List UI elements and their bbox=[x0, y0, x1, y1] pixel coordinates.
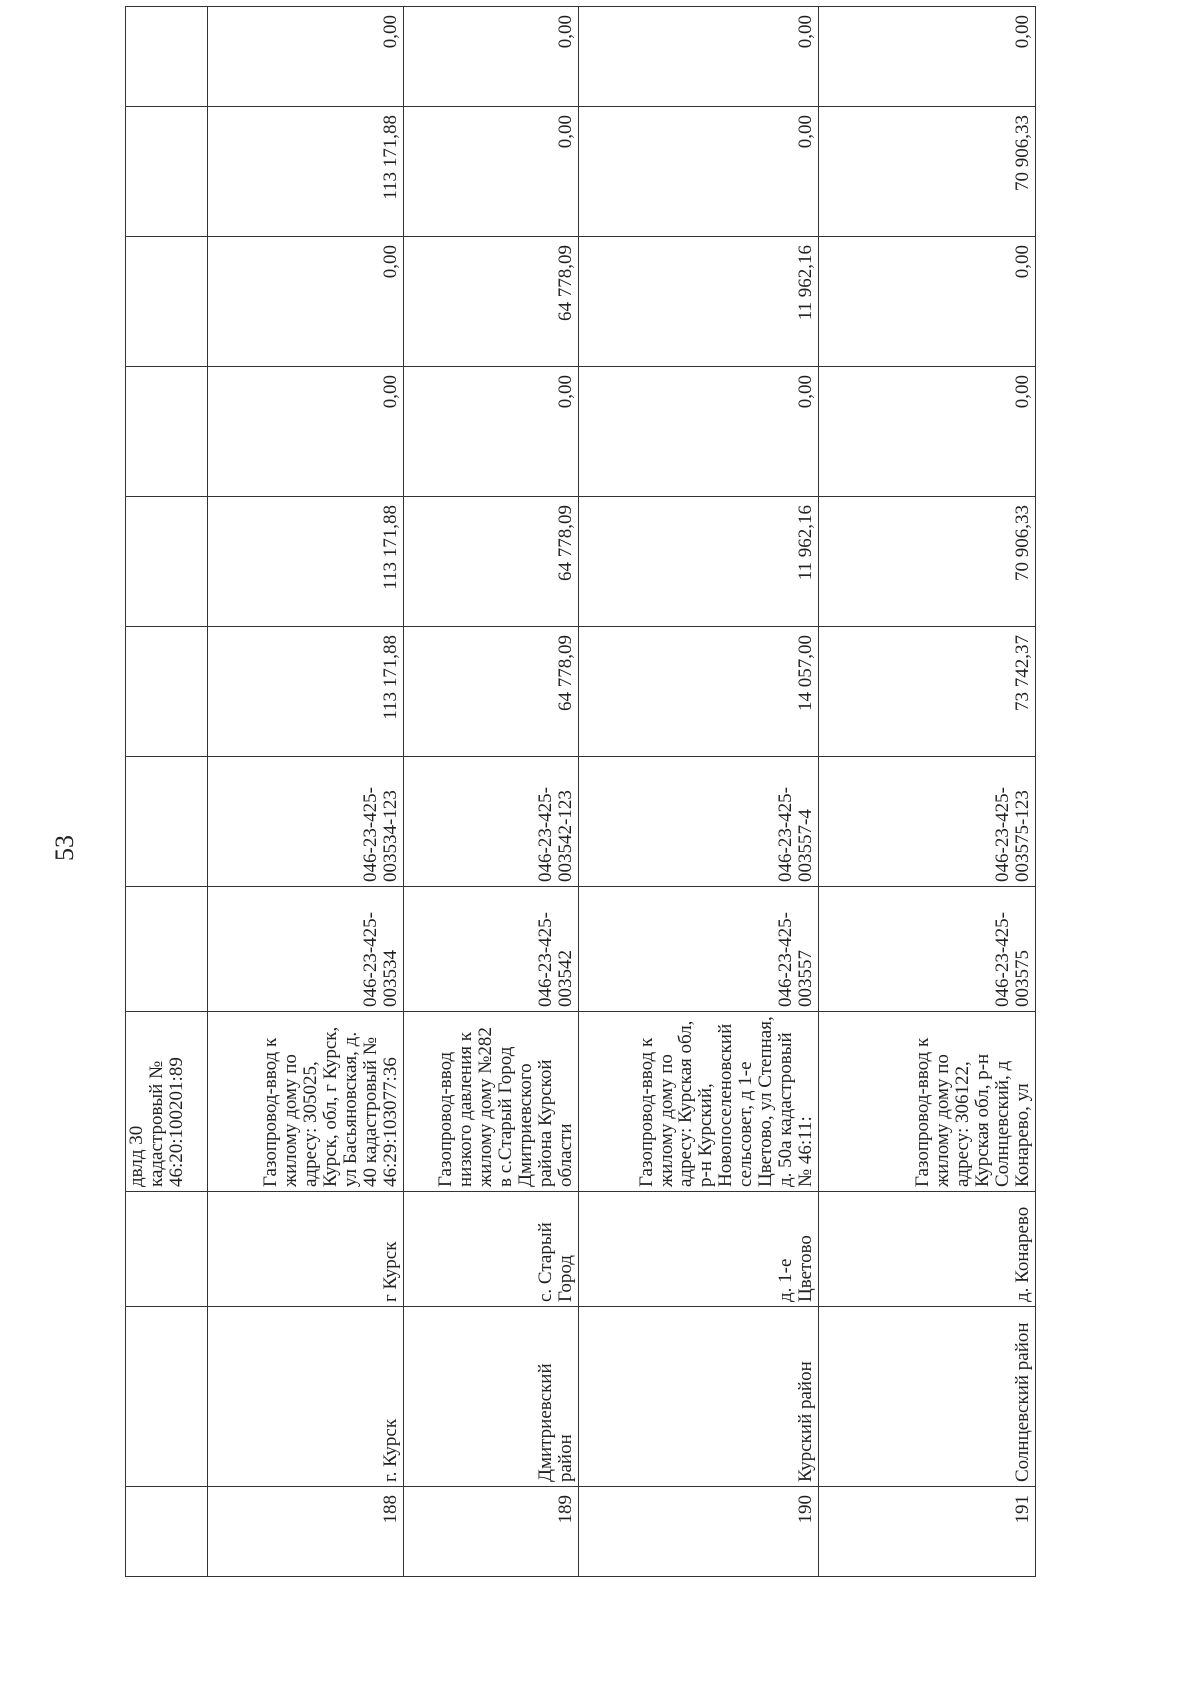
district-cell: Дмитриевский район bbox=[404, 1307, 579, 1487]
amount-cell: 0,00 bbox=[208, 367, 404, 497]
amount-cell: 0,00 bbox=[404, 367, 579, 497]
act-number-cell: 046-23-425-003534-123 bbox=[208, 757, 404, 887]
table-row bbox=[126, 7, 208, 1577]
amount-cell: 0,00 bbox=[404, 7, 579, 107]
amount-total-cell: 14 057,00 bbox=[579, 627, 819, 757]
description-cell: Газопровод-ввод к жилому дому по адресу: 306122, Курская обл, р-н Солнцевский, д Конарево, ул bbox=[819, 1012, 1036, 1192]
row-number-cell: 191 bbox=[819, 1487, 1036, 1577]
amount-cell: 0,00 bbox=[579, 7, 819, 107]
district-cell: Курский район bbox=[579, 1307, 819, 1487]
amount-cell: 0,00 bbox=[579, 107, 819, 237]
contract-number-cell: 046-23-425-003575 bbox=[819, 887, 1036, 1012]
amount-total-cell: 73 742,37 bbox=[819, 627, 1036, 757]
row-number-cell: 189 bbox=[404, 1487, 579, 1577]
row-number-cell: 190 bbox=[579, 1487, 819, 1577]
locality-cell: д. Конарево bbox=[819, 1192, 1036, 1307]
register-table-grid bbox=[125, 6, 1036, 1577]
amount-cell: 113 171,88 bbox=[208, 107, 404, 237]
amount-paid-cell: 70 906,33 bbox=[819, 497, 1036, 627]
amount-cell: 0,00 bbox=[208, 237, 404, 367]
contract-number-cell: 046-23-425-003557 bbox=[579, 887, 819, 1012]
locality-cell: д. 1-е Цветово bbox=[579, 1192, 819, 1307]
description-cell: Газопровод-ввод низкого давления к жилому дому №282 в с.Старый Город Дмитриевского района Курской области bbox=[404, 1012, 579, 1192]
amount-total-cell: 113 171,88 bbox=[208, 627, 404, 757]
description-cell: Газопровод-ввод к жилому дому по адресу: 305025, Курск, обл, г Курск, ул Басьяновская, д. 40 кадастровый № 46:29:103077:36 bbox=[208, 1012, 404, 1192]
amount-paid-cell: 113 171,88 bbox=[208, 497, 404, 627]
table-row bbox=[208, 7, 404, 1577]
amount-cell: 64 778,09 bbox=[404, 237, 579, 367]
table-row bbox=[404, 7, 579, 1577]
amount-cell: 0,00 bbox=[819, 367, 1036, 497]
amount-cell: 11 962,16 bbox=[579, 237, 819, 367]
act-number-cell: 046-23-425-003542-123 bbox=[404, 757, 579, 887]
locality-cell: г Курск bbox=[208, 1192, 404, 1307]
locality-cell: с. Старый Город bbox=[404, 1192, 579, 1307]
amount-cell: 0,00 bbox=[819, 7, 1036, 107]
act-number-cell: 046-23-425-003557-4 bbox=[579, 757, 819, 887]
act-number-cell: 046-23-425-003575-123 bbox=[819, 757, 1036, 887]
amount-paid-cell: 11 962,16 bbox=[579, 497, 819, 627]
amount-cell: 0,00 bbox=[208, 7, 404, 107]
contract-number-cell: 046-23-425-003542 bbox=[404, 887, 579, 1012]
amount-cell: 70 906,33 bbox=[819, 107, 1036, 237]
district-cell: г. Курск bbox=[208, 1307, 404, 1487]
amount-cell: 0,00 bbox=[404, 107, 579, 237]
page-number: 53 bbox=[50, 835, 79, 861]
description-cell: двлд 30 кадастровый № 46:20:100201:89 bbox=[126, 1012, 208, 1192]
district-cell: Солнцевский район bbox=[819, 1307, 1036, 1487]
description-cell: Газопровод-ввод к жилому дому по адресу: Курская обл, р-н Курский, Новопоселеновский сельсовет, д 1-е Цветово, ул Степная, д. 50а кадастровый № 46:11: bbox=[579, 1012, 819, 1192]
amount-paid-cell: 64 778,09 bbox=[404, 497, 579, 627]
contract-number-cell: 046-23-425-003534 bbox=[208, 887, 404, 1012]
amount-cell: 0,00 bbox=[579, 367, 819, 497]
table-row bbox=[819, 7, 1036, 1577]
amount-total-cell: 64 778,09 bbox=[404, 627, 579, 757]
table-row bbox=[579, 7, 819, 1577]
row-number-cell: 188 bbox=[208, 1487, 404, 1577]
amount-cell: 0,00 bbox=[819, 237, 1036, 367]
register-table bbox=[125, 15, 1035, 1577]
